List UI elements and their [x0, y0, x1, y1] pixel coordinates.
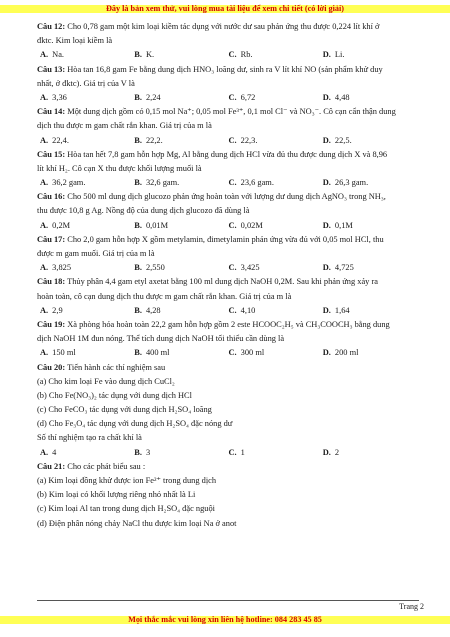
option-letter: D.: [322, 305, 331, 315]
answer-option: [229, 261, 323, 275]
option-letter: C.: [228, 135, 237, 145]
option-text: Li.: [334, 50, 345, 60]
question-label: Câu 18:: [37, 277, 66, 287]
question-label: Câu 19:: [37, 319, 66, 329]
hotline-banner: Mọi thắc mắc vui lòng xin liên hệ hotline: 084 283 45 85: [0, 616, 450, 624]
option-letter: B.: [134, 348, 142, 358]
option-text: 4,10: [240, 305, 256, 315]
option-text: 0,2M: [52, 220, 71, 230]
option-text: K.: [145, 50, 155, 60]
text-line: [37, 119, 417, 133]
question-stem: [37, 233, 417, 247]
option-letter: C.: [228, 305, 237, 315]
option-text: 3: [145, 447, 151, 457]
option-letter: B.: [134, 305, 142, 315]
answer-option: [229, 219, 323, 233]
answer-option: [134, 346, 228, 360]
line-text: (c) Cho FeCO₃ tác dụng với dung dịch H₂SO₄ loãng: [37, 405, 212, 415]
option-text: 2: [334, 447, 340, 457]
option-letter: B.: [134, 220, 142, 230]
line-text: Cho các phát biểu sau :: [65, 461, 146, 471]
option-text: 200 ml: [334, 348, 359, 358]
answer-option: [134, 176, 228, 190]
question-stem: [37, 460, 417, 474]
answer-option: [40, 48, 134, 62]
line-text: lít khí H₂. Cô cạn X thu được khối lượng muối là: [37, 163, 202, 173]
page-number: Trang 2: [399, 602, 424, 611]
answer-option: [134, 446, 228, 460]
line-text: Tiến hành các thí nghiệm sau: [65, 362, 166, 372]
option-text: 22,2.: [145, 135, 163, 145]
question-stem: [37, 275, 417, 289]
answer-options: [37, 91, 417, 105]
question-label: Câu 14:: [37, 107, 66, 117]
option-letter: D.: [322, 263, 331, 273]
option-text: 1,64: [334, 305, 350, 315]
option-text: Na.: [52, 50, 65, 60]
question-stem: [37, 361, 417, 375]
line-text: (a) Kim loại đồng khử được ion Fe²⁺ trong dung dịch: [37, 476, 217, 485]
answer-option: [323, 48, 417, 62]
answer-option: [323, 91, 417, 105]
option-letter: A.: [40, 305, 49, 315]
document-body: [37, 20, 417, 531]
answer-option: [40, 446, 134, 460]
option-letter: B.: [134, 263, 142, 273]
answer-option: [323, 261, 417, 275]
question-label: Câu 13:: [37, 64, 66, 74]
answer-option: [40, 304, 134, 318]
line-text: (d) Cho Fe₃O₄ tác dụng với dung dịch H₂SO₄ đặc nóng dư: [37, 419, 233, 429]
line-text: thu được 10,8 g Ag. Nồng độ của dung dịch glucozo đã dùng là: [37, 206, 250, 216]
line-text: Hòa tan 16,8 gam Fe bằng dung dịch HNO₃ loãng dư, sinh ra V lít khí NO (sản phẩm khử duy: [65, 64, 383, 74]
text-line: [37, 389, 417, 403]
option-letter: D.: [322, 178, 331, 188]
answer-option: [229, 48, 323, 62]
answer-option: [323, 304, 417, 318]
answer-option: [323, 176, 417, 190]
text-line: [37, 403, 417, 417]
line-text: dịch thu được m gam chất rắn khan. Giá trị của m là: [37, 121, 212, 131]
option-letter: B.: [134, 135, 142, 145]
option-letter: C.: [228, 263, 237, 273]
option-letter: A.: [40, 348, 49, 358]
option-text: 4,725: [334, 263, 354, 273]
footer-divider: [37, 600, 419, 601]
question-stem: [37, 105, 417, 119]
text-line: [37, 474, 417, 488]
option-text: 23,6 gam.: [240, 178, 274, 188]
answer-option: [229, 176, 323, 190]
option-letter: C.: [228, 178, 237, 188]
answer-option: [40, 91, 134, 105]
option-letter: C.: [228, 348, 237, 358]
option-text: 300 ml: [240, 348, 265, 358]
line-text: (d) Điện phân nóng chảy NaCl thu được kim loại Na ở anot: [37, 518, 237, 528]
option-letter: B.: [134, 50, 142, 60]
answer-option: [134, 304, 228, 318]
option-text: 0,02M: [240, 220, 263, 230]
text-line: [37, 517, 417, 531]
answer-options: [37, 134, 417, 148]
text-line: [37, 502, 417, 516]
question-label: Câu 21:: [37, 461, 66, 471]
answer-option: [229, 304, 323, 318]
option-text: 400 ml: [145, 348, 170, 358]
line-text: (c) Kim loại Al tan trong dung dịch H₂SO₄ đặc nguội: [37, 504, 215, 514]
line-text: Số thí nghiệm tạo ra chất khí là: [37, 433, 142, 443]
text-line: [37, 290, 417, 304]
question-label: Câu 15:: [37, 149, 66, 159]
option-text: 2,9: [52, 305, 63, 315]
line-text: Một dung dịch gồm có 0,15 mol Na⁺; 0,05 mol Fe³⁺, 0,1 mol Cl⁻ và NO₃⁻. Cô cạn cẩn thận dung: [65, 107, 396, 117]
answer-option: [40, 346, 134, 360]
question-label: Câu 16:: [37, 192, 66, 202]
line-text: (a) Cho kim loại Fe vào dung dịch CuCl₂: [37, 376, 175, 386]
option-text: 3,825: [52, 263, 71, 273]
answer-option: [134, 48, 228, 62]
option-text: Rb.: [240, 50, 253, 60]
option-letter: C.: [228, 447, 237, 457]
text-line: [37, 247, 417, 261]
option-letter: D.: [322, 348, 331, 358]
answer-option: [229, 134, 323, 148]
question-label: Câu 20:: [37, 362, 66, 372]
line-text: Cho 500 ml dung dịch glucozo phản ứng hoàn toàn với lượng dư dung dịch AgNO₃ trong NH₃,: [65, 192, 386, 202]
option-letter: D.: [322, 135, 331, 145]
answer-options: [37, 446, 417, 460]
text-line: [37, 34, 417, 48]
option-letter: B.: [134, 178, 142, 188]
answer-option: [323, 134, 417, 148]
answer-option: [323, 219, 417, 233]
line-text: (b) Kim loại có khối lượng riêng nhỏ nhất là Li: [37, 490, 196, 500]
question-label: Câu 12:: [37, 22, 66, 31]
text-line: [37, 332, 417, 346]
line-text: Thủy phân 4,4 gam etyl axetat bằng 100 ml dung dịch NaOH 0,2M. Sau khi phản ứng xảy ra: [65, 277, 378, 287]
answer-options: [37, 219, 417, 233]
answer-option: [40, 176, 134, 190]
option-text: 36,2 gam.: [52, 178, 86, 188]
question-stem: [37, 190, 417, 204]
option-text: 150 ml: [52, 348, 76, 358]
option-text: 22,5.: [334, 135, 352, 145]
answer-option: [229, 346, 323, 360]
option-letter: A.: [40, 50, 49, 60]
option-text: 6,72: [240, 92, 256, 102]
option-text: 22,3.: [240, 135, 258, 145]
text-line: [37, 431, 417, 445]
option-letter: D.: [322, 50, 331, 60]
answer-option: [229, 446, 323, 460]
answer-option: [134, 91, 228, 105]
question-stem: [37, 148, 417, 162]
option-letter: A.: [40, 135, 49, 145]
option-letter: D.: [322, 220, 331, 230]
answer-options: [37, 304, 417, 318]
text-line: [37, 375, 417, 389]
option-text: 26,3 gam.: [334, 178, 369, 188]
option-text: 22,4.: [52, 135, 69, 145]
line-text: đktc. Kim loại kiềm là: [37, 36, 113, 46]
option-text: 32,6 gam.: [145, 178, 180, 188]
line-text: Hòa tan hết 7,8 gam hỗn hợp Mg, Al bằng dung dịch HCl vừa đủ thu được dung dịch X và 8,96: [65, 149, 388, 159]
text-line: [37, 162, 417, 176]
line-text: (b) Cho Fe(NO₃)₂ tác dụng với dung dịch HCl: [37, 390, 192, 400]
answer-options: [37, 261, 417, 275]
option-text: 3,36: [52, 92, 67, 102]
text-line: [37, 204, 417, 218]
answer-option: [40, 134, 134, 148]
answer-options: [37, 48, 417, 62]
answer-option: [323, 346, 417, 360]
question-label: Câu 17:: [37, 234, 66, 244]
option-letter: A.: [40, 447, 49, 457]
option-text: 0,01M: [145, 220, 169, 230]
option-text: 0,1M: [334, 220, 353, 230]
line-text: Cho 2,0 gam hỗn hợp X gồm metylamin, đimetylamin phản ứng vừa đủ với 0,05 mol HCl, thu: [65, 234, 384, 244]
question-stem: [37, 20, 417, 34]
line-text: được m gam muối. Giá trị của m là: [37, 249, 155, 258]
option-letter: D.: [322, 447, 331, 457]
answer-options: [37, 346, 417, 360]
option-text: 4,48: [334, 92, 350, 102]
text-line: [37, 488, 417, 502]
preview-banner: Đây là bản xem thử, vui lòng mua tài liệu để xem chi tiết (có lời giải): [0, 5, 450, 13]
answer-option: [40, 261, 134, 275]
answer-option: [134, 219, 228, 233]
answer-option: [134, 134, 228, 148]
answer-option: [229, 91, 323, 105]
option-text: 2,24: [145, 92, 161, 102]
option-text: 4: [52, 447, 57, 457]
option-text: 4,28: [145, 305, 161, 315]
option-letter: C.: [228, 92, 237, 102]
line-text: dịch NaOH 1M đun nóng. Thể tích dung dịch NaOH tối thiểu cần dùng là: [37, 334, 285, 344]
option-letter: A.: [40, 220, 49, 230]
option-letter: A.: [40, 263, 49, 273]
option-letter: A.: [40, 178, 49, 188]
option-text: 1: [240, 447, 245, 457]
line-text: hoàn toàn, cô cạn dung dịch thu được m gam chất rắn khan. Giá trị của m là: [37, 291, 292, 301]
line-text: Cho 0,78 gam một kim loại kiềm tác dụng với nước dư sau phản ứng thu được 0,224 lít khí ở: [65, 22, 380, 31]
line-text: nhất, ở đktc). Giá trị của V là: [37, 78, 135, 88]
text-line: [37, 77, 417, 91]
option-letter: C.: [228, 50, 237, 60]
option-letter: B.: [134, 447, 142, 457]
answer-option: [323, 446, 417, 460]
option-text: 2,550: [145, 263, 165, 273]
option-letter: B.: [134, 92, 142, 102]
option-text: 3,425: [240, 263, 260, 273]
question-stem: [37, 63, 417, 77]
text-line: [37, 417, 417, 431]
line-text: Xà phòng hóa hoàn toàn 22,2 gam hỗn hợp gồm 2 este HCOOC₂H₅ và CH₃COOCH₃ bằng dung: [65, 319, 390, 329]
option-letter: C.: [228, 220, 237, 230]
answer-option: [40, 219, 134, 233]
option-letter: A.: [40, 92, 49, 102]
answer-option: [134, 261, 228, 275]
option-letter: D.: [322, 92, 331, 102]
answer-options: [37, 176, 417, 190]
question-stem: [37, 318, 417, 332]
